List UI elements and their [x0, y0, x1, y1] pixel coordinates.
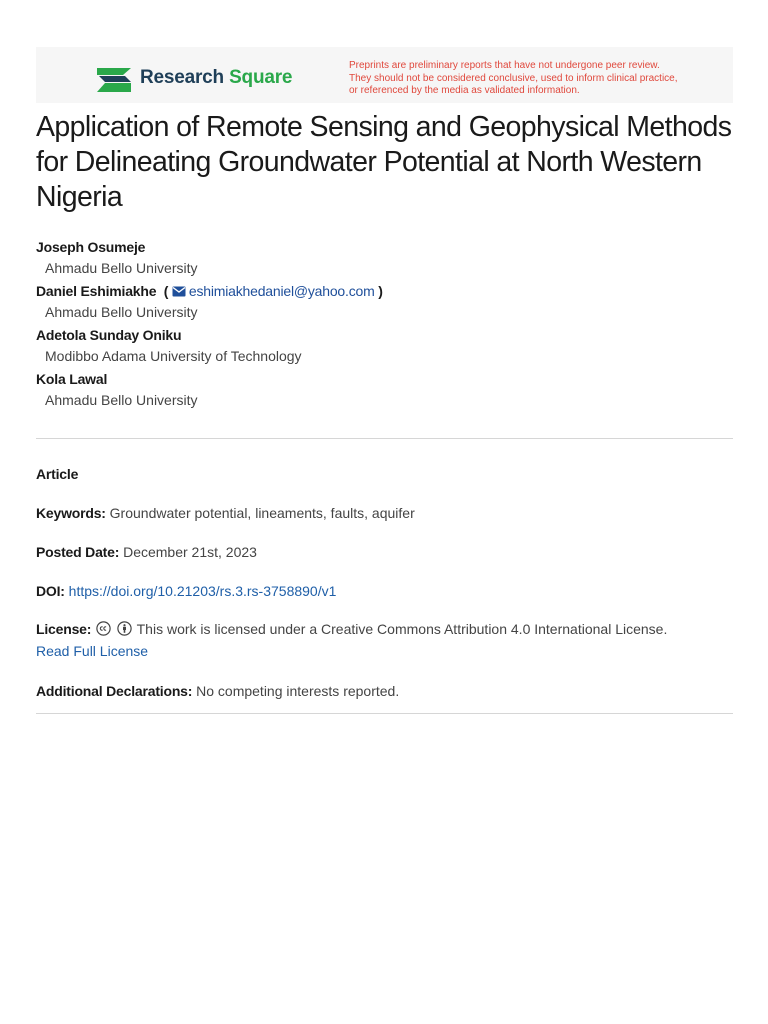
author-entry — [36, 325, 736, 367]
author-name: Joseph Osumeje — [36, 239, 146, 255]
declarations-label: Additional Declarations: — [36, 683, 193, 699]
brand-name-research: Research — [140, 67, 224, 88]
author-name: Adetola Sunday Oniku — [36, 327, 182, 343]
creative-commons-icon — [96, 621, 111, 636]
author-affiliation: Ahmadu Bello University — [45, 304, 198, 320]
divider — [36, 438, 733, 439]
license-text: This work is licensed under a Creative Commons Attribution 4.0 International License. — [136, 621, 668, 637]
doi-label: DOI: — [36, 583, 65, 599]
author-email-link[interactable]: eshimiakhedaniel@yahoo.com — [188, 283, 375, 299]
author-affiliation: Ahmadu Bello University — [45, 392, 198, 408]
license — [36, 618, 736, 662]
divider — [36, 713, 733, 714]
author-email: ( eshimiakhedaniel@yahoo.com ) — [160, 283, 383, 299]
notice-line: or referenced by the media as validated information. — [349, 85, 580, 97]
envelope-icon — [172, 286, 186, 297]
article-type-label: Article — [36, 466, 79, 482]
attribution-icon — [117, 621, 132, 636]
doi — [36, 580, 736, 602]
article-type — [36, 463, 736, 485]
posted-date-label: Posted Date: — [36, 544, 120, 560]
notice-line: Preprints are preliminary reports that have not undergone peer review. — [349, 60, 660, 71]
author-entry — [36, 369, 736, 411]
brand-name-square: Square — [229, 67, 293, 88]
keywords — [36, 502, 736, 524]
author-entry — [36, 237, 736, 279]
research-square-logo-icon — [95, 65, 133, 95]
brand-name[interactable] — [140, 67, 292, 89]
author-name: Daniel Eshimiakhe — [36, 283, 157, 299]
keywords-label: Keywords: — [36, 505, 106, 521]
declarations-value: No competing interests reported. — [196, 683, 400, 699]
preprint-notice — [349, 60, 719, 98]
author-name: Kola Lawal — [36, 371, 108, 387]
license-label: License: — [36, 621, 92, 637]
author-affiliation: Ahmadu Bello University — [45, 260, 198, 276]
read-full-license-link[interactable]: Read Full License — [36, 643, 149, 659]
keywords-value: Groundwater potential, lineaments, faults, aquifer — [109, 505, 415, 521]
preprint-banner — [36, 47, 733, 103]
author-name-line — [36, 281, 736, 301]
notice-line: They should not be considered conclusive, used to inform clinical practice, — [349, 72, 678, 84]
author-list — [36, 237, 736, 413]
author-affiliation: Modibbo Adama University of Technology — [45, 348, 302, 364]
posted-date — [36, 541, 736, 563]
doi-link[interactable]: https://doi.org/10.21203/rs.3.rs-3758890/v1 — [68, 583, 337, 599]
posted-date-value: December 21st, 2023 — [123, 544, 257, 560]
additional-declarations — [36, 680, 736, 702]
author-entry — [36, 281, 736, 323]
paper-title: Application of Remote Sensing and Geophysical Methods for Delineating Groundwater Potential at North Western Nigeria — [36, 111, 732, 213]
